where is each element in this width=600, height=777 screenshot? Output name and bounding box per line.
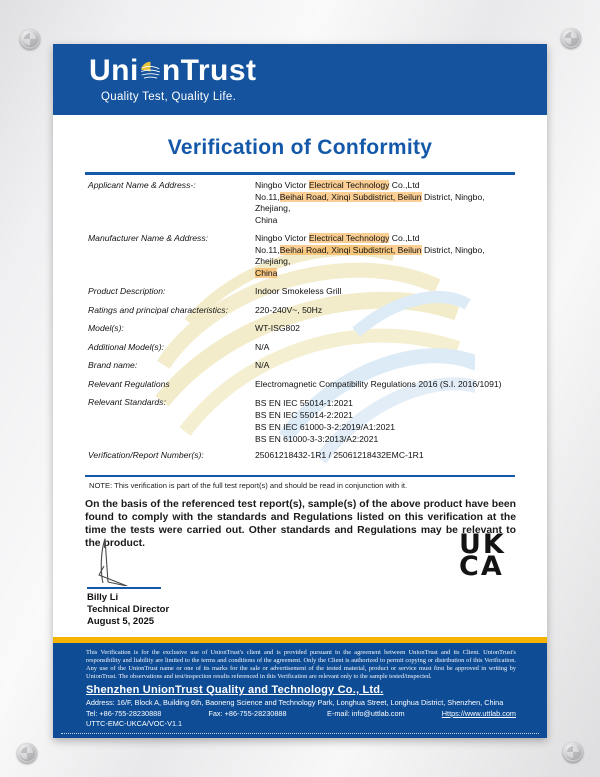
ukca-line2: CA bbox=[459, 551, 504, 582]
footer-fax: Fax: +86-755-28230888 bbox=[208, 709, 287, 718]
logo-text-uni: Uni bbox=[89, 54, 139, 87]
field-label: Applicant Name & Address-: bbox=[88, 180, 196, 190]
screw-icon-bottom-right bbox=[563, 742, 583, 762]
document-title: Verification of Conformity bbox=[167, 136, 433, 159]
field-row-ratings bbox=[88, 305, 512, 317]
uniontrust-logo bbox=[89, 54, 257, 88]
field-label: Verification/Report Number(s): bbox=[88, 450, 204, 460]
note-text: NOTE: This verification is part of the full test report(s) and should be read in conjunction with it. bbox=[89, 481, 408, 490]
footer-disclaimer: This Verification is for the exclusive use of UnionTrust's client and is provided pursuant to the agreement between UnionTrust and its Client. UnionTrust's responsibility and liability are limited to the terms and conditions of the agreement. Only the Client is authorized to permit copying or distribution of this Verification. Any use of the UnionTrust name or one of its marks for the sale or advertisement of the tested material, product or service must first be approved in writing by UnionTrust. The observations and test/inspection results referenced in this Verification are relevant only to the sample tested/inspected. bbox=[86, 649, 516, 680]
footer-tel: Tel: +86-755-28230888 bbox=[86, 709, 162, 718]
field-row-models bbox=[88, 323, 512, 335]
field-value bbox=[255, 397, 512, 445]
footer-address: Address: 16/F, Block A, Building 6th, Baoneng Science and Technology Park, Longhua Street, Longhua District, Shenzhen, China bbox=[86, 698, 504, 707]
field-value: Electromagnetic Compatibility Regulations 2016 (S.I. 2016/1091) bbox=[255, 378, 502, 389]
value-line: No.11,Beihai Road, Xinqi Subdistrict, Beilun District, Ningbo, Zhejiang, bbox=[255, 244, 485, 266]
footer-company-name: Shenzhen UnionTrust Quality and Technology Co., Ltd. bbox=[86, 684, 384, 696]
footer bbox=[53, 643, 547, 738]
value-line: China bbox=[255, 214, 278, 225]
value-line: BS EN IEC 61000-3-2:2019/A1:2021 bbox=[255, 422, 395, 432]
value-line: BS EN IEC 55014-2:2021 bbox=[255, 410, 353, 420]
field-row-manufacturer bbox=[88, 233, 512, 279]
field-label: Ratings and principal characteristics: bbox=[88, 304, 228, 315]
logo-tagline: Quality Test, Quality Life. bbox=[101, 91, 237, 103]
screw-icon-top-left bbox=[20, 29, 40, 49]
field-label: Brand name: bbox=[88, 360, 138, 370]
field-value: N/A bbox=[255, 341, 270, 352]
footer-dotted-line bbox=[61, 733, 539, 734]
footer-website-link[interactable]: Https://www.uttlab.com bbox=[441, 709, 516, 718]
certificate-sheet bbox=[53, 44, 547, 738]
signature-scribble bbox=[90, 536, 138, 586]
field-label: Relevant Regulations bbox=[88, 378, 170, 389]
field-row-additional-models bbox=[88, 342, 512, 354]
field-label: Relevant Standards: bbox=[88, 397, 166, 407]
field-row-standards bbox=[88, 397, 512, 445]
conformity-statement: On the basis of the referenced test report(s), sample(s) of the above product have been found to comply with the standards and Regulations listed on this verification at the time the tests were carried out. Other standards and Regulations may be relevant to the product. bbox=[85, 499, 516, 549]
fields-table bbox=[88, 180, 512, 469]
signatory-block bbox=[87, 592, 169, 628]
field-value: 25061218432-1R1 / 25061218432EMC-1R1 bbox=[255, 450, 424, 460]
ukca-line1: UK bbox=[459, 529, 506, 560]
field-value: 220-240V~, 50Hz bbox=[255, 304, 323, 315]
field-label: Model(s): bbox=[88, 323, 124, 333]
field-value: Indoor Smokeless Grill bbox=[255, 286, 342, 296]
logo-text-trust: nTrust bbox=[161, 54, 257, 87]
field-value bbox=[255, 233, 512, 279]
field-label: Additional Model(s): bbox=[88, 341, 164, 352]
note-divider bbox=[85, 475, 515, 477]
field-row-applicant bbox=[88, 180, 512, 226]
footer-doc-code: UTTC-EMC-UKCA/VOC-V1.1 bbox=[86, 719, 183, 728]
logo-globe-icon bbox=[140, 61, 161, 82]
field-value: N/A bbox=[255, 360, 270, 370]
ukca-mark-icon bbox=[459, 529, 506, 582]
signature-date: August 5, 2025 bbox=[87, 616, 155, 627]
value-line: Ningbo Victor Electrical Technology Co.,Ltd bbox=[255, 233, 420, 243]
value-line: No.11,Beihai Road, Xinqi Subdistrict, Beilun District, Ningbo, Zhejiang, bbox=[255, 191, 485, 213]
field-row-brand bbox=[88, 360, 512, 372]
field-row-report-number bbox=[88, 450, 512, 462]
value-line: BS EN IEC 55014-1:2021 bbox=[255, 398, 353, 408]
signature-line bbox=[87, 587, 161, 589]
header-band bbox=[53, 44, 547, 115]
footer-contact-row bbox=[86, 709, 516, 718]
value-line: Ningbo Victor Electrical Technology Co.,Ltd bbox=[255, 180, 420, 190]
field-row-product-description bbox=[88, 286, 512, 298]
field-label: Product Description: bbox=[88, 286, 166, 296]
signatory-name: Billy Li bbox=[87, 592, 119, 603]
screw-icon-top-right bbox=[561, 28, 581, 48]
field-label: Manufacturer Name & Address: bbox=[88, 233, 209, 243]
field-value: WT-ISG802 bbox=[255, 323, 300, 333]
field-row-regulations bbox=[88, 379, 512, 391]
value-line: China bbox=[255, 267, 278, 278]
footer-email[interactable]: E-mail: info@uttlab.com bbox=[327, 709, 405, 718]
title-divider bbox=[85, 172, 515, 175]
value-line: BS EN 61000-3-3:2013/A2:2021 bbox=[255, 434, 379, 444]
signatory-role: Technical Director bbox=[87, 604, 170, 615]
field-value bbox=[255, 180, 512, 226]
screw-icon-bottom-left bbox=[17, 743, 37, 763]
